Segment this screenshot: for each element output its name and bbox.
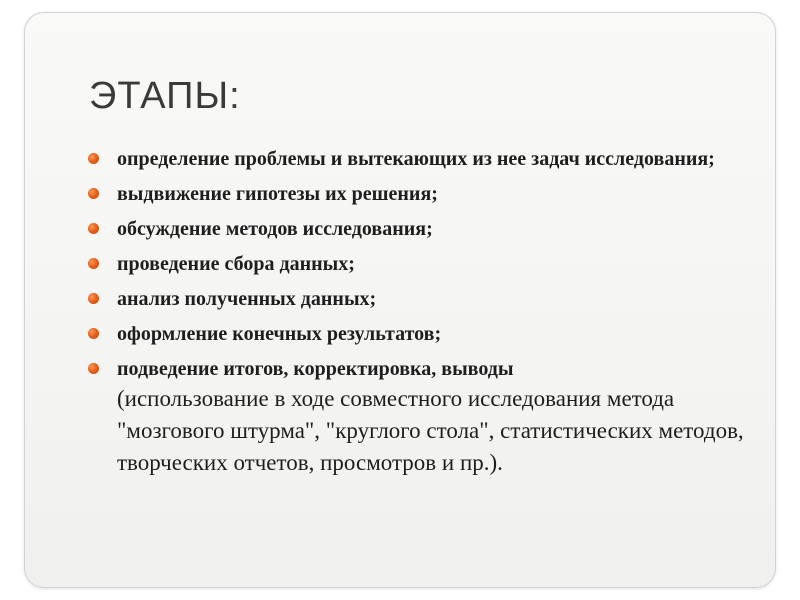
bullet-dot-icon [88,223,99,234]
slide-frame [24,12,776,588]
bullet-dot-icon [88,293,99,304]
list-item-text: подведение итогов, корректировка, выводы [117,358,514,380]
bullet-dot-icon [88,153,99,164]
list-item-text: оформление конечных результатов; [117,323,442,345]
bullet-dot-icon [88,258,99,269]
list-item [87,355,747,479]
bullet-dot-icon [88,363,99,374]
list-item-note: (использование в ходе совместного исследования метода "мозгового штурма", "круглого стола", статистических методов, творческих отчетов, просмотров и пр.). [117,386,744,475]
bullet-dot-icon [88,188,99,199]
bullet-list [87,145,747,486]
list-item-text: обсуждение методов исследования; [117,218,433,240]
list-item-text: определение проблемы и вытекающих из нее задач исследования; [117,148,715,170]
bullet-dot-icon [88,328,99,339]
list-item-text: анализ полученных данных; [117,288,377,310]
slide-title: ЭТАПЫ: [89,75,241,117]
list-item-text: проведение сбора данных; [117,253,355,275]
list-item [87,215,747,243]
list-item-text: выдвижение гипотезы их решения; [117,183,438,205]
list-item [87,285,747,313]
list-item [87,250,747,278]
list-item [87,180,747,208]
list-item [87,145,747,173]
list-item [87,320,747,348]
